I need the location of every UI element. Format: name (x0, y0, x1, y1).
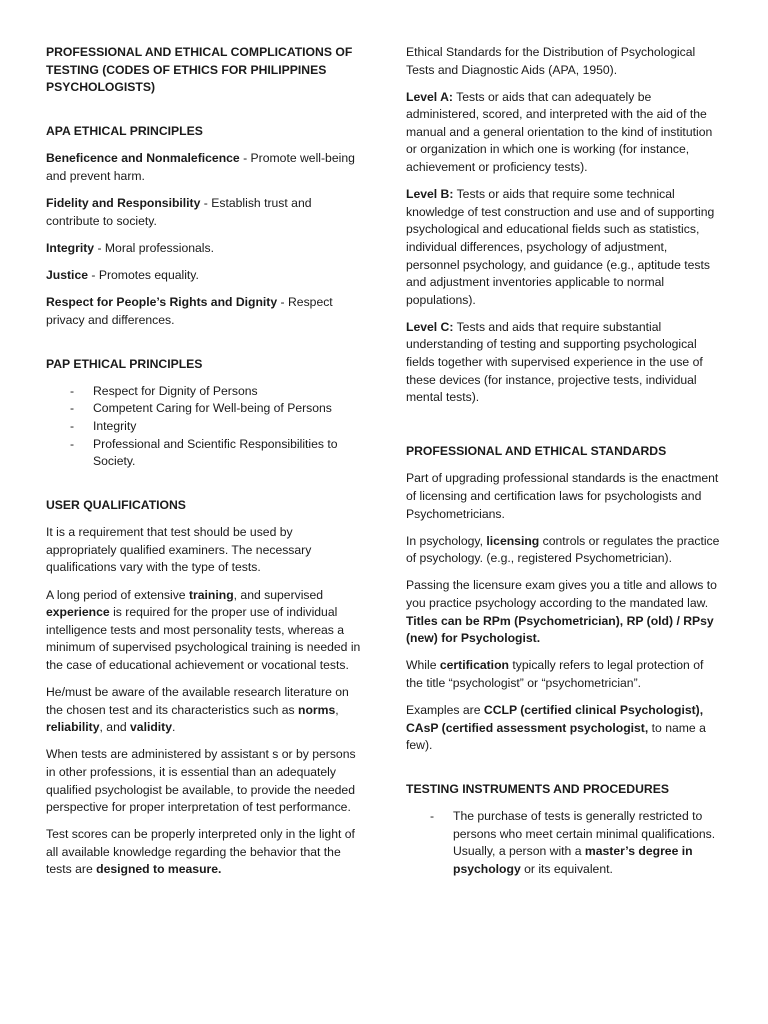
list-item: - Professional and Scientific Responsibilities to Society. (46, 436, 361, 471)
left-column (46, 44, 361, 888)
level-c: Level C: Tests and aids that require substantial understanding of testing and supporting psychological fields together with supervised experience in the use of these devices (for instance, projective tests, individual mental tests). (406, 319, 703, 405)
apa-item: Fidelity and Responsibility - Establish trust and contribute to society. (46, 196, 312, 228)
list-item: - Integrity (46, 418, 361, 436)
testing-instruments-heading: TESTING INSTRUMENTS AND PROCEDURES (406, 782, 669, 797)
right-column (406, 44, 722, 879)
paragraph: In psychology, licensing controls or regulates the practice of psychology. (e.g., registered Psychometrician). (406, 533, 720, 566)
intro-paragraph: Ethical Standards for the Distribution of Psychological Tests and Diagnostic Aids (APA, 1950). (406, 45, 696, 77)
pap-list (46, 383, 361, 471)
apa-item: Integrity - Moral professionals. (46, 240, 214, 255)
level-a: Level A: Tests or aids that can adequately be administered, scored, and interpreted with the aid of the manual and a general orientation to the kind of institution or organization in which one is working (for instance, achievement or proficiency tests). (406, 89, 713, 175)
list-item: - The purchase of tests is generally restricted to persons who meet certain minimal qualifications. Usually, a person with a master’s degree in psychology or its equivalent. (406, 808, 722, 878)
testing-list (406, 808, 722, 878)
paragraph: Passing the licensure exam gives you a title and allows to you practice psychology according to the mandated law. Titles can be RPm (Psychometrician), RP (old) / RPsy (new) for Psychologist. (406, 578, 717, 646)
professional-standards-heading: PROFESSIONAL AND ETHICAL STANDARDS (406, 444, 667, 459)
list-item: - Competent Caring for Well-being of Persons (46, 400, 361, 418)
paragraph: Examples are CCLP (certified clinical Psychologist), CAsP (certified assessment psychologist, to name a few). (406, 702, 706, 753)
paragraph: It is a requirement that test should be used by appropriately qualified examiners. The necessary qualifications vary with the type of tests. (46, 525, 312, 575)
apa-item: Justice - Promotes equality. (46, 267, 199, 282)
paragraph: Test scores can be properly interpreted only in the light of all available knowledge regarding the behavior that the tests are designed to measure. (46, 827, 355, 877)
apa-item: Beneficence and Nonmaleficence - Promote well-being and prevent harm. (46, 151, 355, 183)
user-qualifications-heading: USER QUALIFICATIONS (46, 498, 186, 513)
paragraph: Part of upgrading professional standards is the enactment of licensing and certification laws for psychologists and Psychometricians. (406, 471, 719, 521)
main-title: PROFESSIONAL AND ETHICAL COMPLICATIONS OF TESTING (CODES OF ETHICS FOR PHILIPPINES PSYCHOLOGISTS) (46, 45, 353, 95)
apa-heading: APA ETHICAL PRINCIPLES (46, 124, 203, 139)
apa-item: Respect for People’s Rights and Dignity - Respect privacy and differences. (46, 294, 333, 327)
pap-heading: PAP ETHICAL PRINCIPLES (46, 356, 203, 371)
paragraph: While certification typically refers to legal protection of the title “psychologist” or “psychometrician”. (406, 658, 704, 690)
paragraph: He/must be aware of the available research literature on the chosen test and its characteristics such as norms, reliability, and validity. (46, 685, 349, 735)
list-item: - Respect for Dignity of Persons (46, 383, 361, 401)
paragraph: A long period of extensive training, and supervised experience is required for the proper use of individual intelligence tests and most personality tests, whereas a minimum of supervised psychological training is needed in the case of educational achievement or vocational tests. (46, 587, 361, 672)
paragraph: When tests are administered by assistant s or by persons in other professions, it is essential than an adequately qualified psychologist be available, to provide the needed perspective for proper interpretation of test performance. (46, 747, 356, 815)
level-b: Level B: Tests or aids that require some technical knowledge of test construction and use and of supporting psychological and educational fields such as statistics, individual differences, psychology of adjustment, personnel psychology, and guidance (e.g., aptitude tests and adjustment inventories applicable to normal populations). (406, 187, 715, 307)
